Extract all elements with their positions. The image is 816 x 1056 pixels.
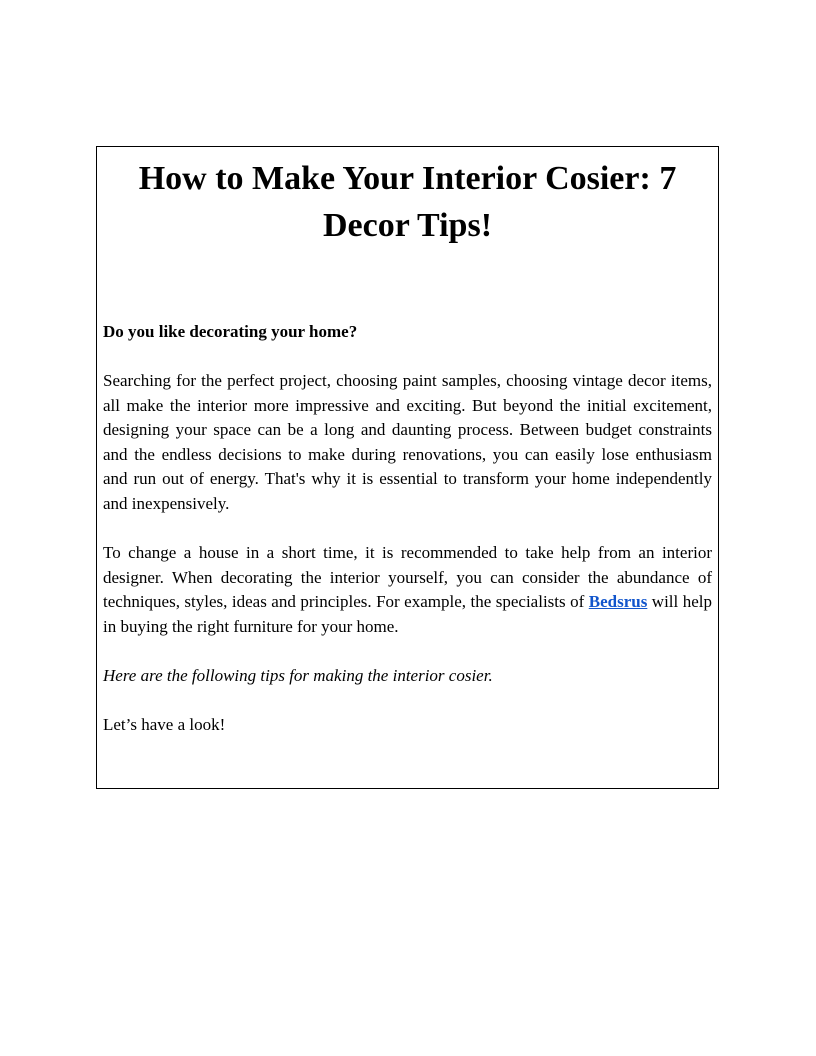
paragraph-2-text-end: will help in buying the right furniture for your home.	[103, 592, 713, 636]
closing-line: Let’s have a look!	[103, 715, 226, 734]
question-heading: Do you like decorating your home?	[103, 322, 358, 341]
page-title: How to Make Your Interior Cosier: 7 Decor Tips!	[138, 160, 677, 244]
paragraph-1: Searching for the perfect project, choosing paint samples, choosing vintage decor items, all make the interior more impressive and exciting. But beyond the initial excitement, designing your space can be a long and daunting process. Between budget constraints and the endless decisions to make during renovations, you can easily lose enthusiasm and run out of energy. That's why it is essential to transform your home independently and inexpensively.	[103, 371, 712, 513]
paragraph-2	[103, 541, 712, 639]
tips-intro: Here are the following tips for making the interior cosier.	[103, 666, 493, 685]
content-box	[96, 146, 719, 789]
paragraph-2-text: To change a house in a short time, it is recommended to take help from an interior designer. When decorating the interior yourself, you can consider the abundance of techniques, styles, ideas and principles. For example, the specialists of	[103, 543, 712, 612]
bedsrus-link[interactable]: Bedsrus	[588, 592, 648, 612]
